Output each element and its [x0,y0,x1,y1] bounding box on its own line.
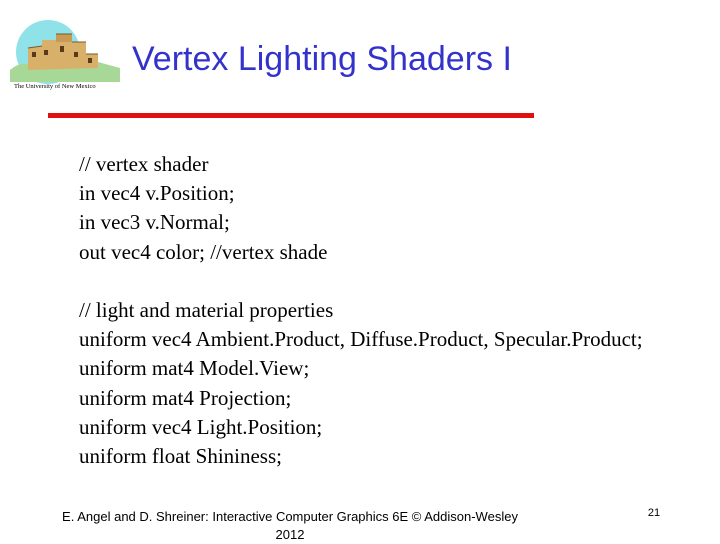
code-line: uniform mat4 Projection; [79,385,292,410]
code-line: uniform mat4 Model.View; [79,356,310,381]
university-caption: The University of New Mexico [14,83,96,90]
code-line: // vertex shader [79,152,209,176]
code-line: in vec3 v.Normal; [79,210,230,235]
code-line: // light and material properties [79,297,334,322]
citation-line: E. Angel and D. Shreiner: Interactive Computer Graphics 6E © Addison-Wesley [62,509,518,524]
code-listing [79,150,643,471]
code-line: out vec4 color; //vertex shade [79,239,328,264]
footer-citation [40,508,540,544]
slide-title: Vertex Lighting Shaders I [132,40,512,78]
code-line: uniform vec4 Light.Position; [79,414,323,439]
page-number: 21 [647,507,661,519]
code-line: in vec4 v.Position; [79,181,235,206]
code-line: uniform float Shininess; [79,443,282,468]
citation-year: 2012 [275,527,305,542]
title-divider [48,113,534,118]
code-line: uniform vec4 Ambient.Product, Diffuse.Product, Specular.Product; [79,327,643,352]
code-blank-line [79,267,643,296]
